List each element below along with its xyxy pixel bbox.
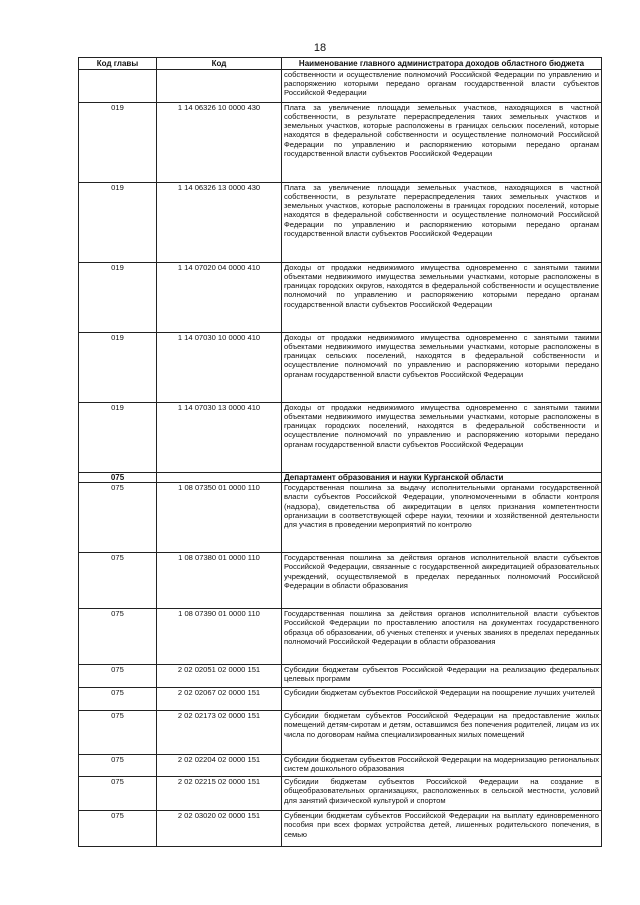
table-row <box>79 688 602 711</box>
name-cell: Государственная пошлина за выдачу исполнительными органами государственной власти субъектов Российской Федерации, уполномоченными в области контроля (надзора), свидетельства об аккредитации в целях признания компетентности организации в соответствующей сфере науки, техники и хозяйственной деятельности для участия в проведении мероприятий по контролю <box>282 483 602 553</box>
table-row <box>79 69 602 102</box>
revenue-administrators-table <box>78 57 602 847</box>
code-cell: 1 14 07030 10 0000 410 <box>157 332 282 402</box>
name-cell: Субсидии бюджетам субъектов Российской Федерации на реализацию федеральных целевых программ <box>282 665 602 688</box>
code-cell <box>157 472 282 483</box>
table-row <box>79 777 602 811</box>
table-row <box>79 332 602 402</box>
chapter-code-cell: 075 <box>79 777 157 811</box>
table-row <box>79 182 602 262</box>
code-cell <box>157 69 282 102</box>
code-cell: 1 08 07390 01 0000 110 <box>157 609 282 665</box>
chapter-code-cell: 019 <box>79 402 157 472</box>
name-cell: Плата за увеличение площади земельных участков, находящихся в частной собственности, в результате перераспределения таких земельных участков и земельных участков, которые расположены в границах городских поселений, которые находятся в федеральной собственности и осуществление полномочий Российской Федерации по управлению и распоряжению которыми передано органам государственной власти субъектов Российской Федерации <box>282 182 602 262</box>
code-cell: 1 14 07020 04 0000 410 <box>157 262 282 332</box>
code-cell: 1 14 06326 13 0000 430 <box>157 182 282 262</box>
code-cell: 2 02 03020 02 0000 151 <box>157 811 282 847</box>
chapter-code-cell: 075 <box>79 472 157 483</box>
name-cell: собственности и осуществление полномочий Российской Федерации по управлению и распоряжению которыми передано органам государственной власти субъектов Российской Федерации <box>282 69 602 102</box>
chapter-code-cell: 075 <box>79 609 157 665</box>
chapter-code-cell: 075 <box>79 811 157 847</box>
header-chapter-code: Код главы <box>79 58 157 70</box>
chapter-code-cell: 075 <box>79 665 157 688</box>
code-cell: 1 08 07350 01 0000 110 <box>157 483 282 553</box>
name-cell: Субсидии бюджетам субъектов Российской Федерации на модернизацию региональных систем дошкольного образования <box>282 755 602 777</box>
name-cell: Доходы от продажи недвижимого имущества одновременно с занятыми такими объектами недвижимого имущества земельными участками, которые расположены в границах городских поселений, находятся в федеральной собственности и осуществление полномочий по управлению и распоряжению которыми передано органам государственной власти субъектов Российской Федерации <box>282 402 602 472</box>
table-row <box>79 665 602 688</box>
table-row <box>79 402 602 472</box>
chapter-code-cell: 075 <box>79 688 157 711</box>
chapter-code-cell: 019 <box>79 332 157 402</box>
code-cell: 1 14 07030 13 0000 410 <box>157 402 282 472</box>
name-cell: Субсидии бюджетам субъектов Российской Федерации на предоставление жилых помещений детям-сиротам и детям, оставшимся без попечения родителей, лицам из их числа по договорам найма специализированных жилых помещений <box>282 711 602 755</box>
chapter-code-cell: 019 <box>79 102 157 182</box>
name-cell: Субсидии бюджетам субъектов Российской Федерации на поощрение лучших учителей <box>282 688 602 711</box>
table-header-row <box>79 58 602 70</box>
name-cell: Департамент образования и науки Курганской области <box>282 472 602 483</box>
chapter-code-cell: 075 <box>79 711 157 755</box>
chapter-code-cell <box>79 69 157 102</box>
table-row <box>79 811 602 847</box>
name-cell: Доходы от продажи недвижимого имущества одновременно с занятыми такими объектами недвижимого имущества земельными участками, которые расположены в границах сельских поселений, находятся в федеральной собственности и осуществление полномочий по управлению и распоряжению которыми передано органам государственной власти субъектов Российской Федерации <box>282 332 602 402</box>
chapter-code-cell: 075 <box>79 553 157 609</box>
code-cell: 1 14 06326 10 0000 430 <box>157 102 282 182</box>
name-cell: Государственная пошлина за действия органов исполнительной власти субъектов Российской Федерации, связанные с государственной аккредитацией образовательных учреждений, осуществляемой в пределах переданных полномочий Российской Федерации в области образования <box>282 553 602 609</box>
chapter-code-cell: 075 <box>79 755 157 777</box>
chapter-code-cell: 019 <box>79 182 157 262</box>
code-cell: 2 02 02051 02 0000 151 <box>157 665 282 688</box>
code-cell: 2 02 02173 02 0000 151 <box>157 711 282 755</box>
name-cell: Плата за увеличение площади земельных участков, находящихся в частной собственности, в результате перераспределения таких земельных участков и земельных участков, которые расположены в границах сельских поселений, которые находятся в федеральной собственности и осуществление полномочий Российской Федерации по управлению и распоряжению которыми передано органам государственной власти субъектов Российской Федерации <box>282 102 602 182</box>
table-row <box>79 262 602 332</box>
table-row <box>79 711 602 755</box>
table-row <box>79 609 602 665</box>
section-header-row <box>79 472 602 483</box>
name-cell: Субвенции бюджетам субъектов Российской Федерации на выплату единовременного пособия при всех формах устройства детей, лишенных родительского попечения, в семью <box>282 811 602 847</box>
name-cell: Субсидии бюджетам субъектов Российской Федерации на создание в общеобразовательных организациях, расположенных в сельской местности, условий для занятий физической культурой и спортом <box>282 777 602 811</box>
header-name: Наименование главного администратора доходов областного бюджета <box>282 58 602 70</box>
code-cell: 2 02 02204 02 0000 151 <box>157 755 282 777</box>
name-cell: Государственная пошлина за действия органов исполнительной власти субъектов Российской Федерации по проставлению апостиля на документах государственного образца об образовании, об ученых степенях и ученых званиях в пределах переданных полномочий Российской Федерации в области образования <box>282 609 602 665</box>
table-row <box>79 483 602 553</box>
header-code: Код <box>157 58 282 70</box>
table-row <box>79 102 602 182</box>
chapter-code-cell: 019 <box>79 262 157 332</box>
code-cell: 1 08 07380 01 0000 110 <box>157 553 282 609</box>
name-cell: Доходы от продажи недвижимого имущества одновременно с занятыми такими объектами недвижимого имущества земельными участками, которые расположены в границах городских округов, находятся в федеральной собственности и осуществление полномочий по управлению и распоряжению которыми передано органам государственной власти субъектов Российской Федерации <box>282 262 602 332</box>
table-row <box>79 755 602 777</box>
table-row <box>79 553 602 609</box>
code-cell: 2 02 02215 02 0000 151 <box>157 777 282 811</box>
code-cell: 2 02 02067 02 0000 151 <box>157 688 282 711</box>
chapter-code-cell: 075 <box>79 483 157 553</box>
table-body <box>79 69 602 847</box>
page-number: 18 <box>313 42 327 54</box>
